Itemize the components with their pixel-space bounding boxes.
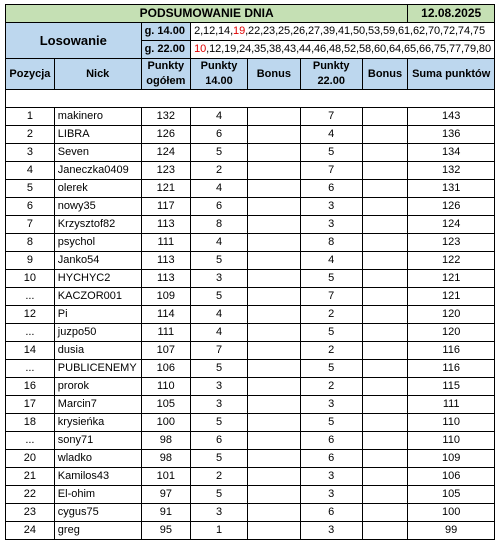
cell-points-22: 7	[300, 162, 362, 180]
cell-bonus-14	[247, 234, 300, 252]
cell-nick: Pi	[54, 306, 141, 324]
cell-bonus-22	[362, 126, 408, 144]
table-row	[6, 144, 495, 162]
cell-position: 24	[6, 522, 55, 540]
table-row	[6, 180, 495, 198]
cell-points-14: 6	[191, 126, 248, 144]
cell-points-22: 3	[300, 198, 362, 216]
cell-points-22: 4	[300, 252, 362, 270]
cell-points-14: 7	[191, 342, 248, 360]
cell-points-14: 4	[191, 180, 248, 198]
cell-position: 5	[6, 180, 55, 198]
cell-bonus-22	[362, 504, 408, 522]
cell-bonus-22	[362, 360, 408, 378]
highlighted-number: 10	[194, 43, 207, 55]
cell-points-total: 91	[141, 504, 191, 522]
cell-bonus-14	[247, 450, 300, 468]
cell-points-total: 126	[141, 126, 191, 144]
cell-nick: Seven	[54, 144, 141, 162]
cell-points-22: 6	[300, 432, 362, 450]
cell-points-14: 5	[191, 252, 248, 270]
cell-nick: greg	[54, 522, 141, 540]
cell-bonus-22	[362, 432, 408, 450]
cell-points-14: 5	[191, 450, 248, 468]
cell-nick: wladko	[54, 450, 141, 468]
table-row	[6, 414, 495, 432]
cell-bonus-22	[362, 486, 408, 504]
cell-bonus-14	[247, 432, 300, 450]
cell-bonus-14	[247, 396, 300, 414]
cell-bonus-14	[247, 180, 300, 198]
cell-bonus-22	[362, 522, 408, 540]
cell-points-22: 5	[300, 324, 362, 342]
table-row	[6, 486, 495, 504]
cell-nick: LIBRA	[54, 126, 141, 144]
cell-points-total: 113	[141, 252, 191, 270]
cell-nick: Marcin7	[54, 396, 141, 414]
col-header-points-14: Punkty 14.00	[191, 59, 248, 90]
col-header-nick: Nick	[54, 59, 141, 90]
cell-sum: 134	[408, 144, 495, 162]
cell-position: 22	[6, 486, 55, 504]
cell-points-14: 5	[191, 144, 248, 162]
table-row	[6, 198, 495, 216]
cell-points-total: 117	[141, 198, 191, 216]
cell-position: 1	[6, 108, 55, 126]
cell-points-total: 105	[141, 396, 191, 414]
cell-position: ...	[6, 360, 55, 378]
cell-sum: 111	[408, 396, 495, 414]
cell-nick: olerek	[54, 180, 141, 198]
cell-points-14: 5	[191, 288, 248, 306]
cell-points-total: 98	[141, 450, 191, 468]
cell-points-total: 132	[141, 108, 191, 126]
draw-row-14	[6, 23, 495, 41]
spacer-row	[6, 90, 495, 108]
cell-bonus-22	[362, 288, 408, 306]
summary-title: PODSUMOWANIE DNIA	[6, 5, 408, 23]
cell-points-total: 113	[141, 216, 191, 234]
table-row	[6, 252, 495, 270]
cell-points-14: 6	[191, 432, 248, 450]
cell-sum: 116	[408, 360, 495, 378]
draw-time-22: g. 22.00	[141, 41, 191, 59]
cell-sum: 121	[408, 270, 495, 288]
cell-sum: 110	[408, 414, 495, 432]
cell-sum: 136	[408, 126, 495, 144]
cell-points-14: 2	[191, 468, 248, 486]
cell-position: 9	[6, 252, 55, 270]
cell-sum: 100	[408, 504, 495, 522]
cell-bonus-22	[362, 414, 408, 432]
cell-bonus-14	[247, 324, 300, 342]
cell-points-total: 121	[141, 180, 191, 198]
cell-points-22: 8	[300, 234, 362, 252]
cell-position: ...	[6, 324, 55, 342]
table-row	[6, 126, 495, 144]
cell-points-total: 98	[141, 432, 191, 450]
cell-sum: 116	[408, 342, 495, 360]
cell-position: 12	[6, 306, 55, 324]
draw-time-14: g. 14.00	[141, 23, 191, 41]
table-row	[6, 216, 495, 234]
cell-position: 6	[6, 198, 55, 216]
cell-points-22: 5	[300, 414, 362, 432]
cell-position: 17	[6, 396, 55, 414]
cell-points-total: 114	[141, 306, 191, 324]
col-header-bonus-14: Bonus	[247, 59, 300, 90]
col-header-bonus-22: Bonus	[362, 59, 408, 90]
cell-position: 7	[6, 216, 55, 234]
cell-sum: 131	[408, 180, 495, 198]
cell-sum: 132	[408, 162, 495, 180]
draw-numbers-22: 10,12,19,24,35,38,43,44,46,48,52,58,60,64,65,66,75,77,79,80	[191, 41, 495, 59]
cell-points-14: 1	[191, 522, 248, 540]
cell-bonus-22	[362, 108, 408, 126]
cell-sum: 99	[408, 522, 495, 540]
cell-points-total: 109	[141, 288, 191, 306]
cell-points-total: 107	[141, 342, 191, 360]
cell-nick: Janeczka0409	[54, 162, 141, 180]
column-header-row	[6, 59, 495, 90]
cell-points-total: 111	[141, 324, 191, 342]
cell-bonus-14	[247, 288, 300, 306]
cell-bonus-14	[247, 414, 300, 432]
cell-position: ...	[6, 288, 55, 306]
cell-sum: 115	[408, 378, 495, 396]
cell-points-total: 106	[141, 360, 191, 378]
cell-points-22: 2	[300, 306, 362, 324]
cell-bonus-14	[247, 306, 300, 324]
cell-points-total: 123	[141, 162, 191, 180]
cell-sum: 143	[408, 108, 495, 126]
cell-bonus-14	[247, 126, 300, 144]
cell-nick: El-ohim	[54, 486, 141, 504]
cell-position: 3	[6, 144, 55, 162]
col-header-points-22: Punkty 22.00	[300, 59, 362, 90]
cell-bonus-22	[362, 162, 408, 180]
cell-points-14: 4	[191, 234, 248, 252]
cell-bonus-22	[362, 270, 408, 288]
cell-nick: dusia	[54, 342, 141, 360]
cell-bonus-14	[247, 270, 300, 288]
cell-points-22: 4	[300, 126, 362, 144]
cell-bonus-22	[362, 396, 408, 414]
cell-bonus-14	[247, 486, 300, 504]
cell-points-22: 3	[300, 216, 362, 234]
cell-points-22: 2	[300, 378, 362, 396]
cell-sum: 120	[408, 306, 495, 324]
cell-nick: Kamilos43	[54, 468, 141, 486]
cell-sum: 121	[408, 288, 495, 306]
cell-nick: HYCHYC2	[54, 270, 141, 288]
cell-position: 23	[6, 504, 55, 522]
cell-points-14: 6	[191, 198, 248, 216]
cell-nick: juzpo50	[54, 324, 141, 342]
cell-bonus-22	[362, 144, 408, 162]
cell-points-14: 3	[191, 378, 248, 396]
cell-bonus-22	[362, 198, 408, 216]
cell-points-total: 100	[141, 414, 191, 432]
cell-bonus-14	[247, 108, 300, 126]
cell-nick: KACZOR001	[54, 288, 141, 306]
cell-bonus-22	[362, 180, 408, 198]
cell-sum: 105	[408, 486, 495, 504]
cell-nick: nowy35	[54, 198, 141, 216]
cell-position: 16	[6, 378, 55, 396]
cell-points-14: 5	[191, 486, 248, 504]
cell-points-22: 3	[300, 396, 362, 414]
table-row	[6, 324, 495, 342]
cell-bonus-22	[362, 306, 408, 324]
cell-bonus-14	[247, 144, 300, 162]
col-header-sum: Suma punktów	[408, 59, 495, 90]
cell-position: 14	[6, 342, 55, 360]
cell-nick: psychol	[54, 234, 141, 252]
cell-points-22: 7	[300, 288, 362, 306]
summary-date: 12.08.2025	[408, 5, 495, 23]
cell-nick: makinero	[54, 108, 141, 126]
cell-nick: cygus75	[54, 504, 141, 522]
cell-points-total: 97	[141, 486, 191, 504]
cell-nick: prorok	[54, 378, 141, 396]
cell-nick: PUBLICENEMY	[54, 360, 141, 378]
cell-nick: Krzysztof82	[54, 216, 141, 234]
table-row	[6, 504, 495, 522]
table-row	[6, 234, 495, 252]
cell-points-22: 3	[300, 468, 362, 486]
cell-bonus-14	[247, 504, 300, 522]
draw-numbers-14: 2,12,14,19,22,23,25,26,27,39,41,50,53,59,61,62,70,72,74,75	[191, 23, 495, 41]
cell-points-22: 2	[300, 342, 362, 360]
table-row	[6, 162, 495, 180]
cell-position: 20	[6, 450, 55, 468]
cell-points-22: 5	[300, 144, 362, 162]
cell-points-22: 3	[300, 486, 362, 504]
cell-points-22: 6	[300, 504, 362, 522]
cell-points-22: 3	[300, 522, 362, 540]
table-row	[6, 360, 495, 378]
cell-points-14: 8	[191, 216, 248, 234]
cell-bonus-22	[362, 342, 408, 360]
cell-points-14: 3	[191, 270, 248, 288]
cell-sum: 124	[408, 216, 495, 234]
cell-bonus-14	[247, 342, 300, 360]
cell-nick: sony71	[54, 432, 141, 450]
col-header-position: Pozycja	[6, 59, 55, 90]
cell-points-14: 3	[191, 396, 248, 414]
cell-position: 10	[6, 270, 55, 288]
cell-points-22: 7	[300, 108, 362, 126]
cell-points-14: 4	[191, 108, 248, 126]
table-row	[6, 378, 495, 396]
draw-label: Losowanie	[6, 23, 142, 59]
cell-bonus-14	[247, 522, 300, 540]
cell-bonus-14	[247, 360, 300, 378]
cell-points-total: 113	[141, 270, 191, 288]
cell-points-14: 4	[191, 306, 248, 324]
daily-summary-table	[5, 4, 495, 540]
cell-position: 18	[6, 414, 55, 432]
cell-position: 21	[6, 468, 55, 486]
cell-bonus-22	[362, 450, 408, 468]
cell-points-14: 2	[191, 162, 248, 180]
cell-bonus-22	[362, 324, 408, 342]
table-row	[6, 450, 495, 468]
table-row	[6, 432, 495, 450]
cell-points-total: 95	[141, 522, 191, 540]
cell-points-22: 5	[300, 360, 362, 378]
cell-bonus-14	[247, 216, 300, 234]
cell-points-14: 4	[191, 324, 248, 342]
cell-sum: 110	[408, 432, 495, 450]
table-row	[6, 108, 495, 126]
cell-points-22: 5	[300, 270, 362, 288]
cell-sum: 109	[408, 450, 495, 468]
cell-position: 2	[6, 126, 55, 144]
cell-bonus-22	[362, 378, 408, 396]
highlighted-number: 19	[233, 25, 246, 37]
table-row	[6, 270, 495, 288]
cell-bonus-22	[362, 234, 408, 252]
cell-points-22: 6	[300, 450, 362, 468]
cell-bonus-14	[247, 378, 300, 396]
cell-bonus-14	[247, 252, 300, 270]
cell-points-total: 111	[141, 234, 191, 252]
cell-points-14: 5	[191, 360, 248, 378]
cell-points-14: 5	[191, 414, 248, 432]
cell-points-total: 110	[141, 378, 191, 396]
cell-points-14: 3	[191, 504, 248, 522]
col-header-points-total: Punkty ogółem	[141, 59, 191, 90]
cell-position: 4	[6, 162, 55, 180]
cell-points-total: 124	[141, 144, 191, 162]
cell-nick: krysieńka	[54, 414, 141, 432]
cell-position: 8	[6, 234, 55, 252]
title-row	[6, 5, 495, 23]
table-row	[6, 342, 495, 360]
cell-sum: 123	[408, 234, 495, 252]
table-row	[6, 288, 495, 306]
cell-points-22: 6	[300, 180, 362, 198]
cell-bonus-22	[362, 252, 408, 270]
cell-bonus-22	[362, 216, 408, 234]
cell-position: ...	[6, 432, 55, 450]
cell-sum: 106	[408, 468, 495, 486]
cell-sum: 120	[408, 324, 495, 342]
table-row	[6, 396, 495, 414]
cell-nick: Janko54	[54, 252, 141, 270]
cell-sum: 126	[408, 198, 495, 216]
cell-bonus-14	[247, 198, 300, 216]
cell-points-total: 101	[141, 468, 191, 486]
table-row	[6, 522, 495, 540]
table-row	[6, 306, 495, 324]
cell-bonus-14	[247, 162, 300, 180]
cell-sum: 122	[408, 252, 495, 270]
